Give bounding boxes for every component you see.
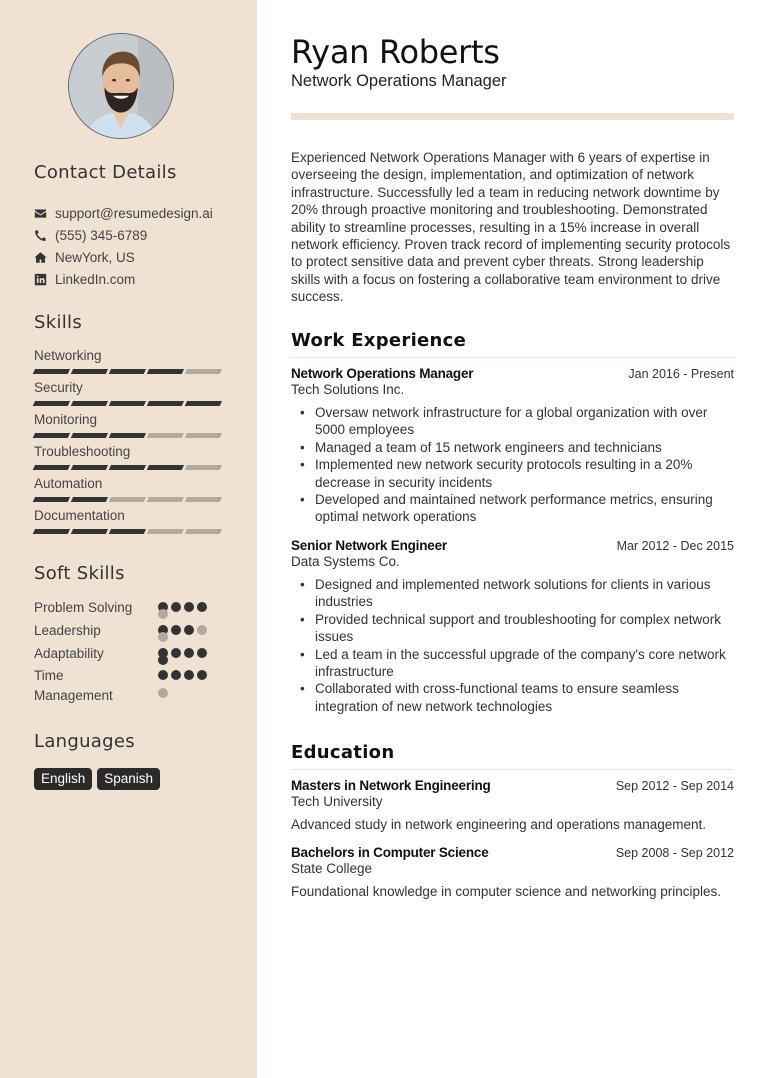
soft-skill-rating [158,621,210,640]
bullet-item: • Managed a team of 15 network engineers and technicians [291,439,734,456]
languages-heading: Languages [34,731,135,752]
job-bullets [291,404,734,526]
contact-location-text: NewYork, US [55,249,135,265]
soft-skills-list [34,598,234,706]
soft-skill-item [34,598,234,621]
education-dates: Sep 2008 - Sep 2012 [615,846,734,860]
education-entry [291,778,734,834]
job-bullets [291,576,734,715]
bullet-item: • Collaborated with cross-functional teams to ensure seamless integration of new network technologies [291,680,734,715]
contact-email-text: support@resumedesign.ai [55,205,213,221]
envelope-icon [34,207,47,220]
school-name: Tech University [291,794,383,809]
job-dates: Mar 2012 - Dec 2015 [616,539,734,553]
soft-skill-item [34,621,234,644]
skill-item [34,475,224,507]
company-name: Tech Solutions Inc. [291,382,405,397]
soft-skill-name: Leadership [34,623,101,638]
soft-skill-rating [158,644,210,663]
skill-name: Troubleshooting [34,444,131,459]
soft-skill-rating [158,598,210,617]
skill-level-bar [34,465,224,470]
phone-icon [34,229,47,242]
skill-item [34,347,224,379]
contact-linkedin-text: LinkedIn.com [55,271,136,287]
soft-skill-rating [158,666,210,706]
skill-level-bar [34,401,224,406]
skill-item [34,443,224,475]
education-description: Advanced study in network engineering and operations management. [291,817,707,832]
skill-name: Automation [34,476,103,491]
person-photo-icon [69,34,173,138]
degree-title: Masters in Network Engineering [291,778,491,793]
work-experience-heading: Work Experience [291,330,734,358]
job-title: Senior Network Engineer [291,538,447,553]
soft-skill-name: Adaptability [34,646,104,661]
language-tag: English [34,768,92,790]
bullet-item: • Provided technical support and troubleshooting for complex network issues [291,611,734,646]
languages-list [34,768,160,790]
contact-email[interactable] [34,202,213,224]
education-description: Foundational knowledge in computer science and networking principles. [291,884,722,899]
skill-name: Security [34,380,83,395]
school-name: State College [291,861,373,876]
contact-heading: Contact Details [34,162,177,183]
experience-entry [291,366,734,526]
soft-skills-heading: Soft Skills [34,563,125,584]
soft-skill-name: Problem Solving [34,600,133,615]
degree-title: Bachelors in Computer Science [291,845,489,860]
candidate-name: Ryan Roberts [291,33,500,71]
company-name: Data Systems Co. [291,554,400,569]
bullet-item: • Implemented new network security protocols resulting in a 20% decrease in security incidents [291,456,734,491]
skill-name: Documentation [34,508,125,523]
skills-heading: Skills [34,312,83,333]
skill-level-bar [34,529,224,534]
contact-list [34,202,213,290]
skill-item [34,507,224,539]
contact-location [34,246,213,268]
language-tag: Spanish [97,768,160,790]
education-entry [291,845,734,901]
sidebar [0,0,257,1078]
skill-level-bar [34,497,224,502]
education-heading: Education [291,742,734,770]
bullet-item: • Oversaw network infrastructure for a global organization with over 5000 employees [291,404,734,439]
skill-item [34,411,224,443]
skills-list [34,347,224,539]
home-icon [34,251,47,264]
summary: Experienced Network Operations Manager with 6 years of expertise in overseeing the design, implementation, and optimization of network infrastructure. Successfully led a team in reducing network downtime by 20% through proactive monitoring and troubleshooting. Demonstrated ability to streamline processes, resulting in a 15% increase in overall network efficiency. Proven track record of implementing security protocols to protect sensitive data and prevent cyber threats. Strong leadership skills with a focus on fostering a collaborative team environment to drive success. [291,150,731,305]
linkedin-icon [34,273,47,286]
bullet-item: • Led a team in the successful upgrade of the company's core network infrastructure [291,646,734,681]
experience-entry [291,538,734,715]
education-dates: Sep 2012 - Sep 2014 [615,779,734,793]
contact-phone-text: (555) 345-6789 [55,227,148,243]
candidate-title: Network Operations Manager [291,72,507,90]
skill-level-bar [34,433,224,438]
job-dates: Jan 2016 - Present [628,367,734,381]
soft-skill-item [34,644,234,666]
skill-name: Monitoring [34,412,98,427]
bullet-item: • Designed and implemented network solutions for clients in various industries [291,576,734,611]
contact-phone[interactable] [34,224,213,246]
skill-level-bar [34,369,224,374]
profile-photo [68,33,174,139]
soft-skill-item [34,666,234,706]
job-title: Network Operations Manager [291,366,474,381]
contact-linkedin[interactable] [34,268,213,290]
skill-name: Networking [34,348,102,363]
skill-item [34,379,224,411]
header-divider [291,113,734,120]
bullet-item: • Developed and maintained network performance metrics, ensuring optimal network operations [291,491,734,526]
soft-skill-name: Time Management [34,668,113,703]
